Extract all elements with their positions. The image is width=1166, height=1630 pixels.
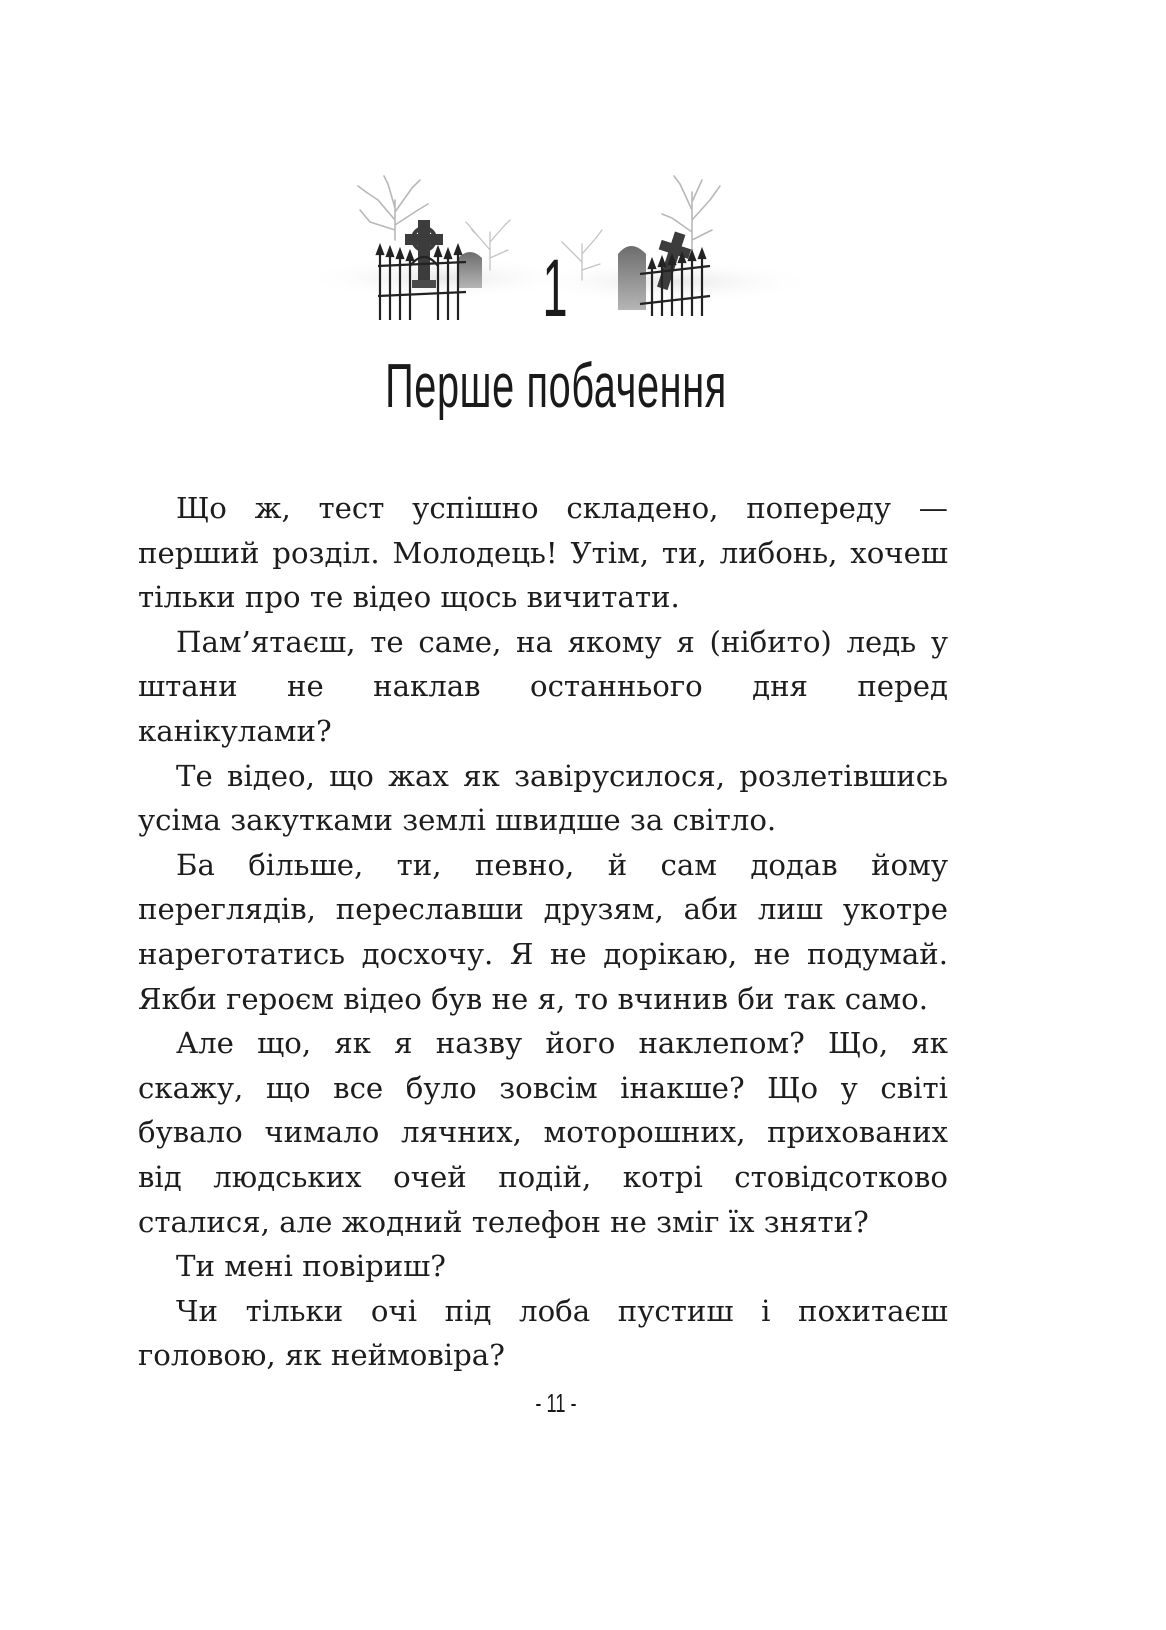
- chapter-number: 1: [542, 243, 568, 334]
- page-number: - 11 -: [535, 1388, 577, 1418]
- tombstone-right-icon: [618, 246, 646, 310]
- paragraph: Ба більше, ти, певно, й сам додав йому переглядів, переславши друзям, аби лиш укотре нареготатись досхочу. Я не дорікаю, не подумай. Якби героєм відео був не я, то вчинив би так само.: [138, 847, 948, 1016]
- chapter-header: [0, 170, 1166, 334]
- paragraph: Пам’ятаєш, те саме, на якому я (нібито) ледь у штани не наклав останнього дня перед канікулами?: [138, 624, 948, 748]
- paragraph: Що ж, тест успішно складено, попереду — перший розділ. Молодець! Утім, ти, либонь, хочеш тільки про те відео щось вичитати.: [138, 491, 948, 615]
- paragraph: Чи тільки очі під лоба пустиш і похитаєш головою, як неймовіра?: [138, 1293, 948, 1373]
- bare-tree-right-icon: [662, 176, 720, 250]
- paragraph: Ти мені повіриш?: [176, 1249, 446, 1284]
- tombstone-left-icon: [458, 252, 482, 288]
- chapter-title: Перше побачення: [385, 352, 727, 421]
- paragraph: Те відео, що жах як завірусилося, розлетівшись усіма закутками землі швидше за світло.: [138, 758, 948, 838]
- chapter-body: [138, 486, 948, 1378]
- paragraph: Але що, як я назву його наклепом? Що, як скажу, що все було зовсім інакше? Що у світі бувало чимало лячних, моторошних, прихованих від людських очей подій, котрі стовідсотково сталися, але жодний телефон не зміг їх зняти?: [138, 1026, 948, 1239]
